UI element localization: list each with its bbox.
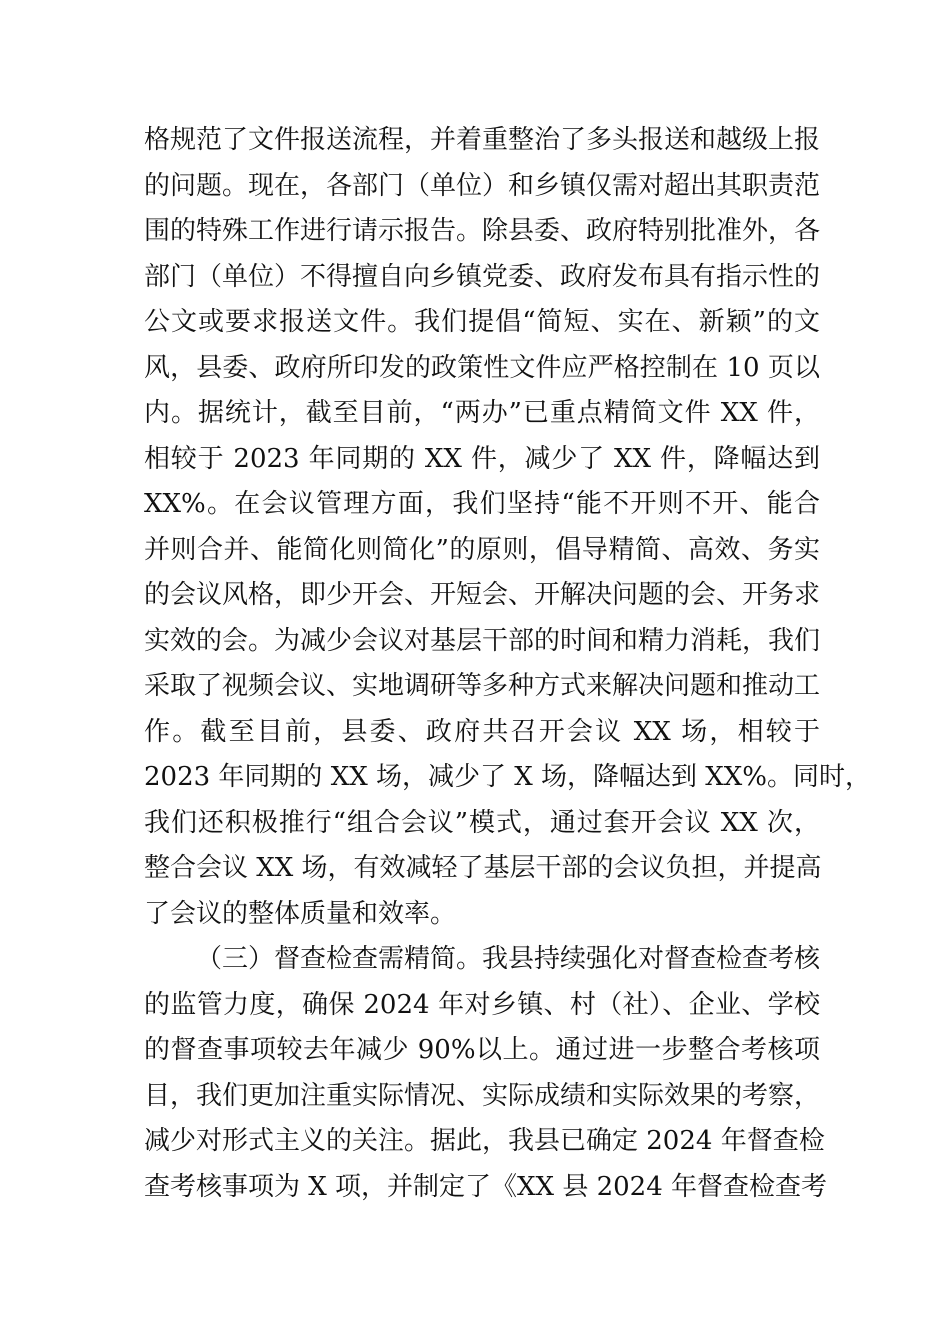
text-line: 的会议风格，即少开会、开短会、开解决问题的会、开务求 (144, 580, 821, 610)
text-line: 部门（单位）不得擅自向乡镇党委、政府发布具有指示性的 (144, 261, 821, 292)
text-line: 查考核事项为 X 项，并制定了《XX 县 2024 年督查检查考 (144, 1171, 828, 1202)
text-line: XX%。在会议管理方面，我们坚持“能不开则不开、能合 (144, 489, 820, 519)
text-line: 我们还积极推行“组合会议”模式，通过套开会议 XX 次， (144, 807, 820, 838)
text-line: 格规范了文件报送流程，并着重整治了多头报送和越级上报 (144, 125, 821, 155)
text-line: 的监管力度，确保 2024 年对乡镇、村（社）、企业、学校 (144, 989, 820, 1020)
text-line: 了会议的整体质量和效率。 (144, 898, 457, 929)
text-line: 作。截至目前，县委、政府共召开会议 XX 场，相较于 (144, 716, 820, 747)
text-line: 并则合并、能简化则简化”的原则，倡导精简、高效、务实 (144, 534, 820, 565)
text-line: 2023 年同期的 XX 场，减少了 X 场，降幅达到 XX%。同时， (144, 762, 872, 792)
text-line: 内。据统计，截至目前，“两办”已重点精简文件 XX 件， (144, 398, 820, 428)
text-line: 目，我们更加注重实际情况、实际成绩和实际效果的考察， (144, 1080, 821, 1111)
text-line: 围的特殊工作进行请示报告。除县委、政府特别批准外，各 (144, 216, 821, 246)
text-line: 实效的会。为减少会议对基层干部的时间和精力消耗，我们 (144, 625, 821, 656)
section-heading: （三）督查检查需精简。 (196, 944, 483, 974)
text-line: 整合会议 XX 场，有效减轻了基层干部的会议负担，并提高 (144, 853, 822, 883)
section-heading-line (144, 937, 820, 983)
text-line: 的督查事项较去年减少 90%以上。通过进一步整合考核项 (144, 1035, 820, 1065)
text-line: 采取了视频会议、实地调研等多种方式来解决问题和推动工 (144, 671, 821, 701)
document-body (144, 118, 872, 1210)
text-line: 减少对形式主义的关注。据此，我县已确定 2024 年督查检 (144, 1126, 825, 1156)
text-line: 相较于 2023 年同期的 XX 件，减少了 XX 件，降幅达到 (144, 443, 820, 474)
text-line: 的问题。现在，各部门（单位）和乡镇仅需对超出其职责范 (144, 170, 821, 201)
section-heading-rest: 我县持续强化对督查检查考核 (482, 944, 821, 974)
text-line: 风，县委、政府所印发的政策性文件应严格控制在 10 页以 (144, 352, 820, 383)
text-line: 公文或要求报送文件。我们提倡“简短、实在、新颖”的文 (144, 307, 820, 337)
